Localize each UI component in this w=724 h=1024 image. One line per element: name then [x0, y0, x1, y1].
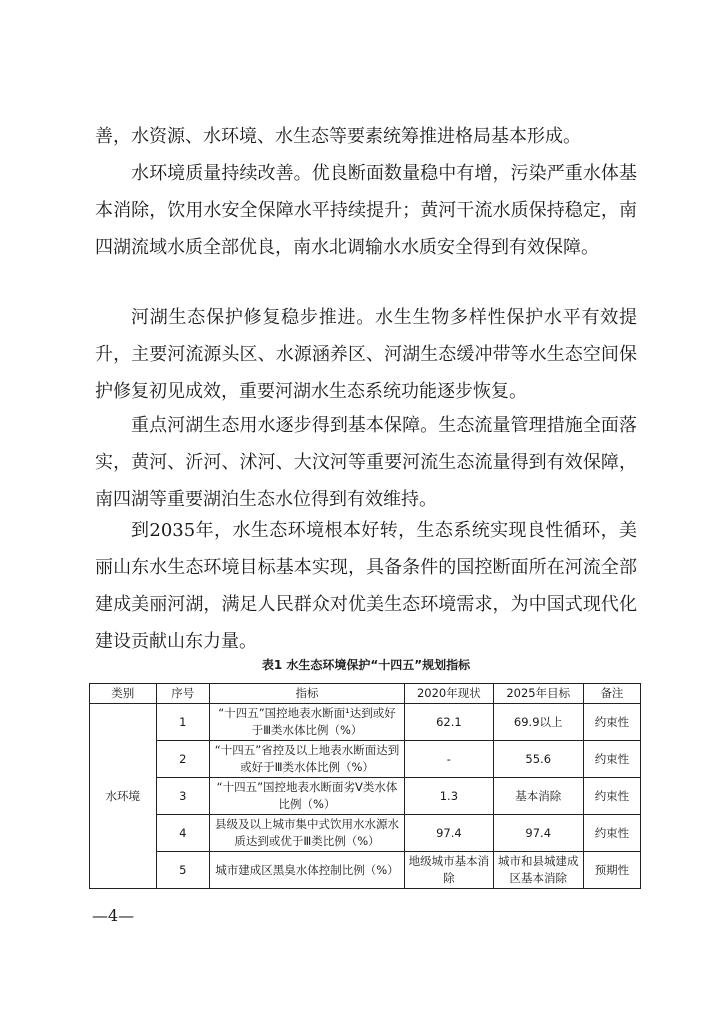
table-caption: 表1 水生态环境保护“十四五”规划指标 [261, 658, 471, 672]
header-2025: 2025年目标 [493, 684, 583, 704]
row-number: 3 [156, 778, 209, 815]
table-row [90, 741, 641, 778]
row-2020: 62.1 [405, 704, 493, 741]
paragraph-water-quality: 水环境质量持续改善。优良断面数量稳中有增，污染严重水体基本消除，饮用水安全保障水平持续提升；黄河干流水质保持稳定，南四湖流域水质全部优良，南水北调输水水质安全得到有效保障。 [95, 163, 637, 258]
row-note: 预期性 [583, 852, 640, 889]
paragraph-continuation: 善，水资源、水环境、水生态等要素统筹推进格局基本形成。 [95, 126, 581, 147]
row-indicator: “十四五”省控及以上地表水断面达到或好于Ⅲ类水体比例（%） [209, 741, 404, 778]
row-note: 约束性 [583, 741, 640, 778]
indicator-table [89, 683, 641, 889]
header-category: 类别 [90, 684, 157, 704]
page-number: —4— [92, 906, 135, 925]
table-row [90, 852, 641, 889]
row-number: 5 [156, 852, 209, 889]
row-indicator: 城市建成区黑臭水体控制比例（%） [209, 852, 404, 889]
table-row [90, 704, 641, 741]
row-number: 4 [156, 815, 209, 852]
row-2025: 97.4 [493, 815, 583, 852]
table-row [90, 778, 641, 815]
row-2020: 97.4 [405, 815, 493, 852]
row-2020: - [405, 741, 493, 778]
category-cell: 水环境 [90, 704, 157, 889]
paragraph-ecology-protection: 河湖生态保护修复稳步推进。水生生物多样性保护水平有效提升，主要河流源头区、水源涵养区、河湖生态缓冲带等水生态空间保护修复初见成效，重要河湖水生态系统功能逐步恢复。 [95, 307, 637, 402]
row-number: 2 [156, 741, 209, 778]
row-indicator: “十四五”国控地表水断面劣Ⅴ类水体比例（%） [209, 778, 404, 815]
row-2020: 地级城市基本消除 [405, 852, 493, 889]
paragraph-2035-goal: 到2035年，水生态环境根本好转，生态系统实现良性循环，美丽山东水生态环境目标基本实现，具备条件的国控断面所在河流全部建成美丽河湖，满足人民群众对优美生态环境需求，为中国式现代化建设贡献山东力量。 [95, 520, 637, 652]
header-indicator: 指标 [209, 684, 404, 704]
header-2020: 2020年现状 [405, 684, 493, 704]
row-2025: 城市和县城建成区基本消除 [493, 852, 583, 889]
row-indicator: “十四五”国控地表水断面¹达到或好于Ⅲ类水体比例（%） [209, 704, 404, 741]
table-row [90, 815, 641, 852]
paragraph-ecological-water: 重点河湖生态用水逐步得到基本保障。生态流量管理措施全面落实，黄河、沂河、沭河、大汶河等重要河流生态流量得到有效保障，南四湖等重要湖泊生态水位得到有效维持。 [95, 415, 637, 510]
header-number: 序号 [156, 684, 209, 704]
row-2020: 1.3 [405, 778, 493, 815]
row-2025: 基本消除 [493, 778, 583, 815]
table-header-row [90, 684, 641, 704]
row-note: 约束性 [583, 778, 640, 815]
header-note: 备注 [583, 684, 640, 704]
row-note: 约束性 [583, 815, 640, 852]
row-note: 约束性 [583, 704, 640, 741]
row-2025: 55.6 [493, 741, 583, 778]
row-2025: 69.9以上 [493, 704, 583, 741]
row-number: 1 [156, 704, 209, 741]
row-indicator: 县级及以上城市集中式饮用水水源水质达到或优于Ⅲ类比例（%） [209, 815, 404, 852]
